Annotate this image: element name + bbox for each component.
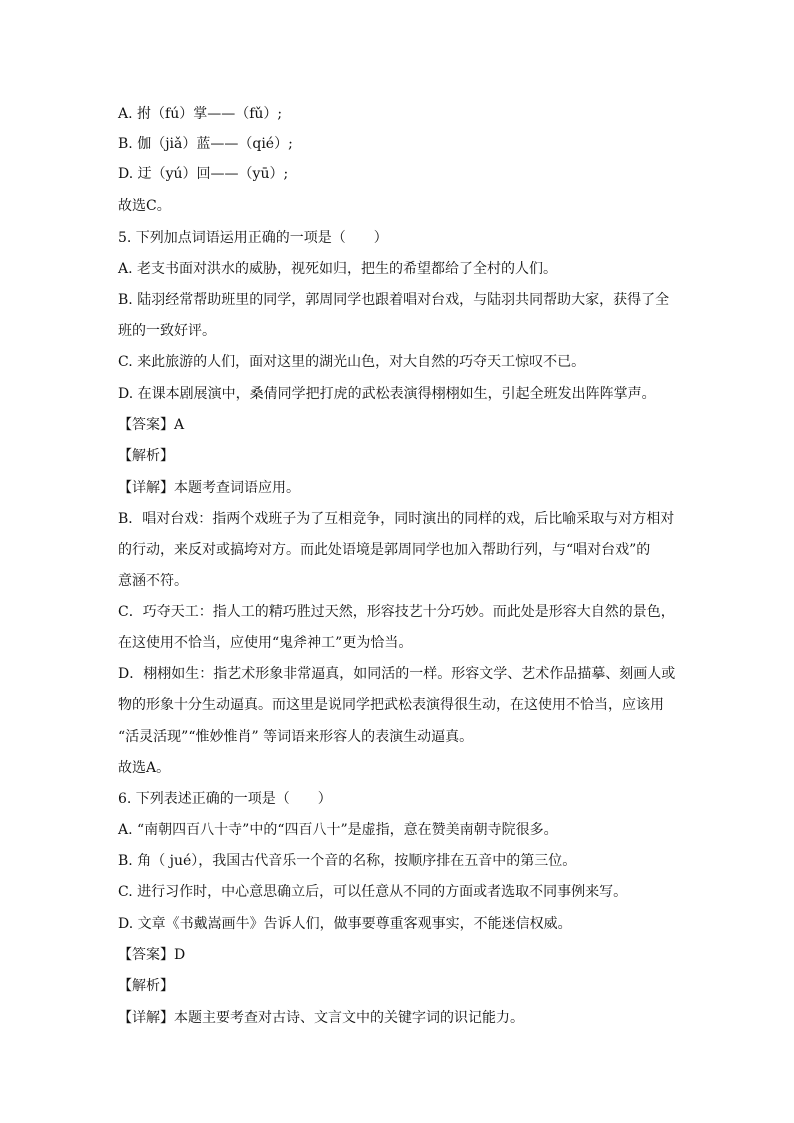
analysis-label: 【解析】: [118, 978, 174, 994]
answer-label: 【答案】D: [118, 947, 186, 963]
detail-line: “活灵活现”“惟妙惟肖” 等词语来形容人的表演生动逼真。: [118, 729, 474, 745]
option-line: C. 进行习作时，中心意思确立后，可以任意从不同的方面或者选取不同事例来写。: [118, 884, 628, 900]
option-line: A. 老支书面对洪水的威胁，视死如归，把生的希望都给了全村的人们。: [118, 261, 558, 277]
option-line: D. 在课本剧展演中，桑倩同学把打虎的武松表演得栩栩如生，引起全班发出阵阵掌声。: [118, 386, 656, 402]
detail-line: 在这使用不恰当，应使用“鬼斧神工”更为恰当。: [118, 635, 413, 651]
detail-line: 意涵不符。: [118, 573, 188, 589]
option-line: B. 陆羽经常帮助班里的同学，郭周同学也跟着唱对台戏，与陆羽共同帮助大家，获得了全: [118, 292, 670, 308]
answer-label: 【答案】A: [118, 417, 185, 433]
option-line: A. “南朝四百八十寺”中的“四百八十”是虚指，意在赞美南朝寺院很多。: [118, 822, 558, 838]
text-line: A. 拊（fú）掌——（fǔ）;: [118, 106, 283, 122]
detail-line: 【详解】本题主要考查对古诗、文言文中的关键字词的识记能力。: [118, 1010, 524, 1026]
question-heading: 6. 下列表述正确的一项是（ ）: [118, 791, 332, 807]
text-line: 故选A。: [118, 760, 171, 776]
option-line: B. 角（ jué），我国古代音乐一个音的名称，按顺序排在五音中的第三位。: [118, 853, 577, 869]
option-line: C. 来此旅游的人们，面对这里的湖光山色，对大自然的巧夺天工惊叹不已。: [118, 354, 586, 370]
analysis-label: 【解析】: [118, 448, 174, 464]
detail-line: 物的形象十分生动逼真。而这里是说同学把武松表演得很生动，在这使用不恰当，应该用: [118, 697, 664, 713]
detail-line: B．唱对台戏：指两个戏班子为了互相竞争，同时演出的同样的戏，后比喻采取与对方相对: [118, 511, 675, 527]
detail-line: C．巧夺天工：指人工的精巧胜过天然，形容技艺十分巧妙。而此处是形容大自然的景色，: [118, 604, 675, 620]
text-line: B. 伽（jiǎ）蓝——（qié）;: [118, 136, 293, 152]
option-line: 班的一致好评。: [118, 323, 216, 339]
detail-line: 【详解】本题考查词语应用。: [118, 480, 300, 496]
text-line: 故选C。: [118, 198, 171, 214]
text-line: D. 迂（yú）回——（yū）;: [118, 166, 289, 182]
detail-line: D．栩栩如生：指艺术形象非常逼真，如同活的一样。形容文学、艺术作品描摹、刻画人或: [118, 666, 676, 682]
option-line: D. 文章《书戴嵩画牛》告诉人们，做事要尊重客观事实，不能迷信权威。: [118, 916, 572, 932]
detail-line: 的行动，来反对或搞垮对方。而此处语境是郭周同学也加入帮助行列，与“唱对台戏”的: [118, 542, 651, 558]
question-heading: 5. 下列加点词语运用正确的一项是（ ）: [118, 230, 388, 246]
